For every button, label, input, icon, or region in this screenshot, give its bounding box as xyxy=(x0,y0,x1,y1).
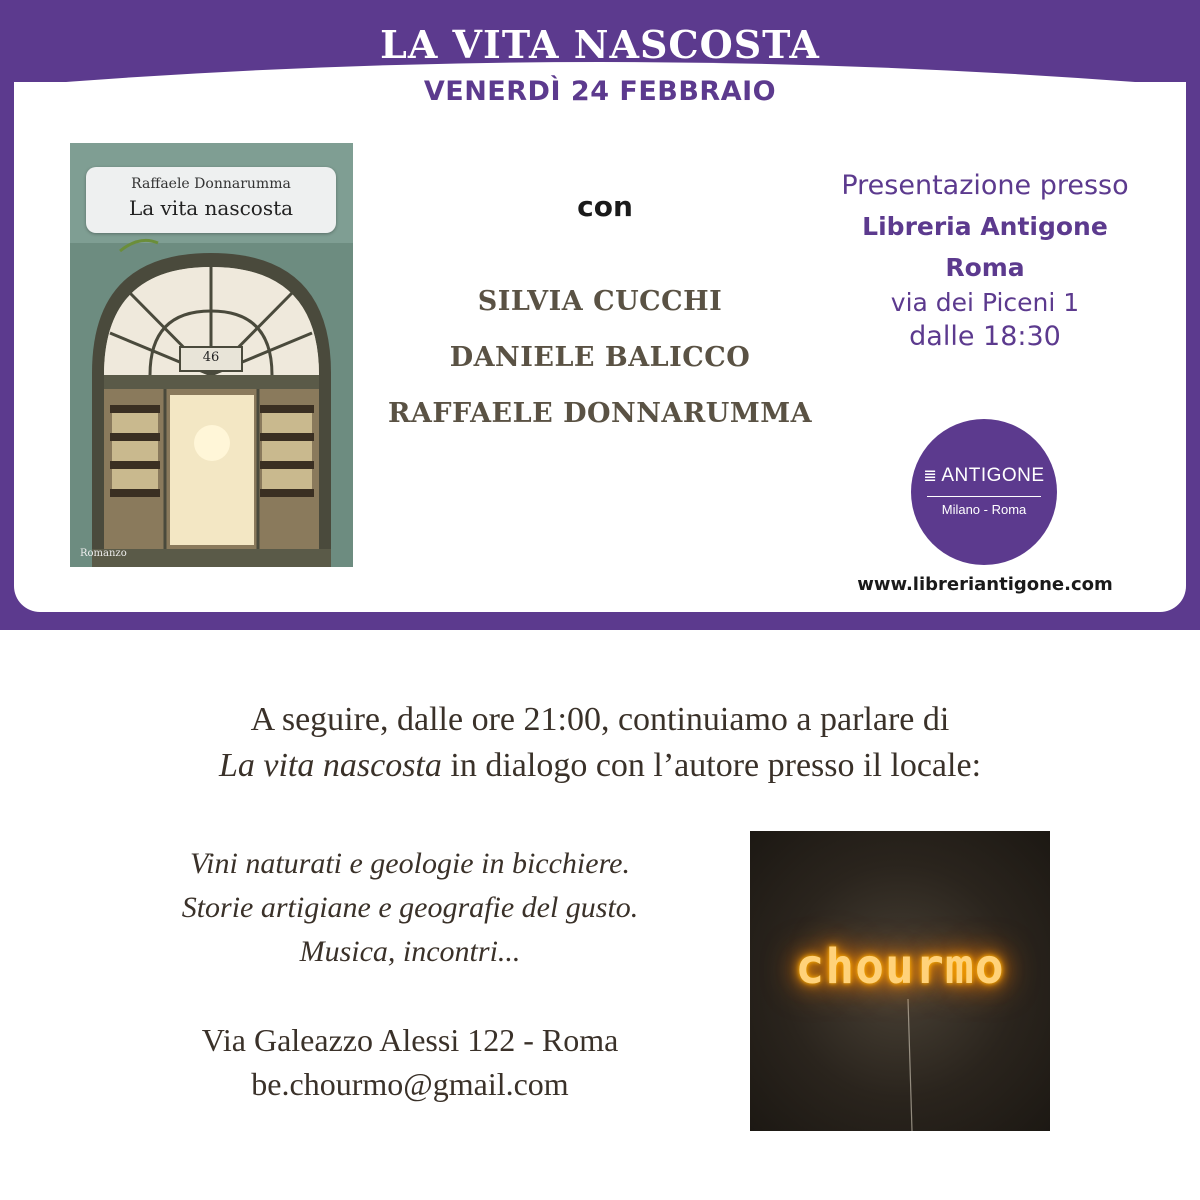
book-cover xyxy=(70,143,353,567)
tagline-line: Musica, incontri... xyxy=(299,935,521,968)
logo-divider xyxy=(927,496,1041,497)
logo-cities: Milano - Roma xyxy=(941,502,1027,517)
cover-title-label xyxy=(86,167,336,233)
event-date: VENERDÌ 24 FEBBRAIO xyxy=(423,76,777,107)
venue-tagline xyxy=(120,842,700,974)
book-title-italic: La vita nascosta xyxy=(218,747,442,784)
tagline-line: Storie artigiane e geografie del gusto. xyxy=(181,891,639,924)
follow-up-text xyxy=(0,697,1200,789)
presentation-venue: Libreria Antigone xyxy=(862,212,1108,241)
presentation-time: dalle 18:30 xyxy=(909,321,1061,352)
presentation-address: via dei Piceni 1 xyxy=(890,288,1080,317)
antigone-logo xyxy=(911,419,1057,565)
venue-address: Via Galeazzo Alessi 122 - Roma xyxy=(201,1022,619,1058)
cover-shop-number: 46 xyxy=(202,350,220,365)
speaker-name: RAFFAELE DONNARUMMA xyxy=(387,398,813,429)
open-book-icon: ≣ xyxy=(923,468,938,485)
event-title: LA VITA NASCOSTA xyxy=(380,22,820,67)
follow-up-line2 xyxy=(0,743,1200,789)
venue-contact xyxy=(120,1018,700,1106)
venue-email[interactable]: be.chourmo@gmail.com xyxy=(251,1066,569,1102)
presentation-intro: Presentazione presso xyxy=(841,170,1129,201)
website-link[interactable]: www.libreriantigone.com xyxy=(857,574,1113,595)
presentation-city: Roma xyxy=(945,253,1025,282)
with-label: con xyxy=(577,190,633,223)
cover-author: Raffaele Donnarumma xyxy=(131,176,291,192)
follow-up-line2-rest: in dialogo con l’autore presso il locale: xyxy=(441,747,982,784)
chourmo-neon-photo xyxy=(750,831,1050,1131)
speaker-name: DANIELE BALICCO xyxy=(449,342,751,373)
cover-title: La vita nascosta xyxy=(128,196,294,220)
follow-up-line1: A seguire, dalle ore 21:00, continuiamo a parlare di xyxy=(250,701,950,738)
presentation-info xyxy=(810,168,1160,354)
logo-name: ANTIGONE xyxy=(941,465,1045,486)
neon-sign-text: chourmo xyxy=(795,939,1005,995)
speaker-list xyxy=(340,280,860,448)
tagline-line: Vini naturati e geologie in bicchiere. xyxy=(190,847,630,880)
speaker-name: SILVIA CUCCHI xyxy=(477,286,723,317)
cover-imprint: Romanzo xyxy=(80,548,127,559)
